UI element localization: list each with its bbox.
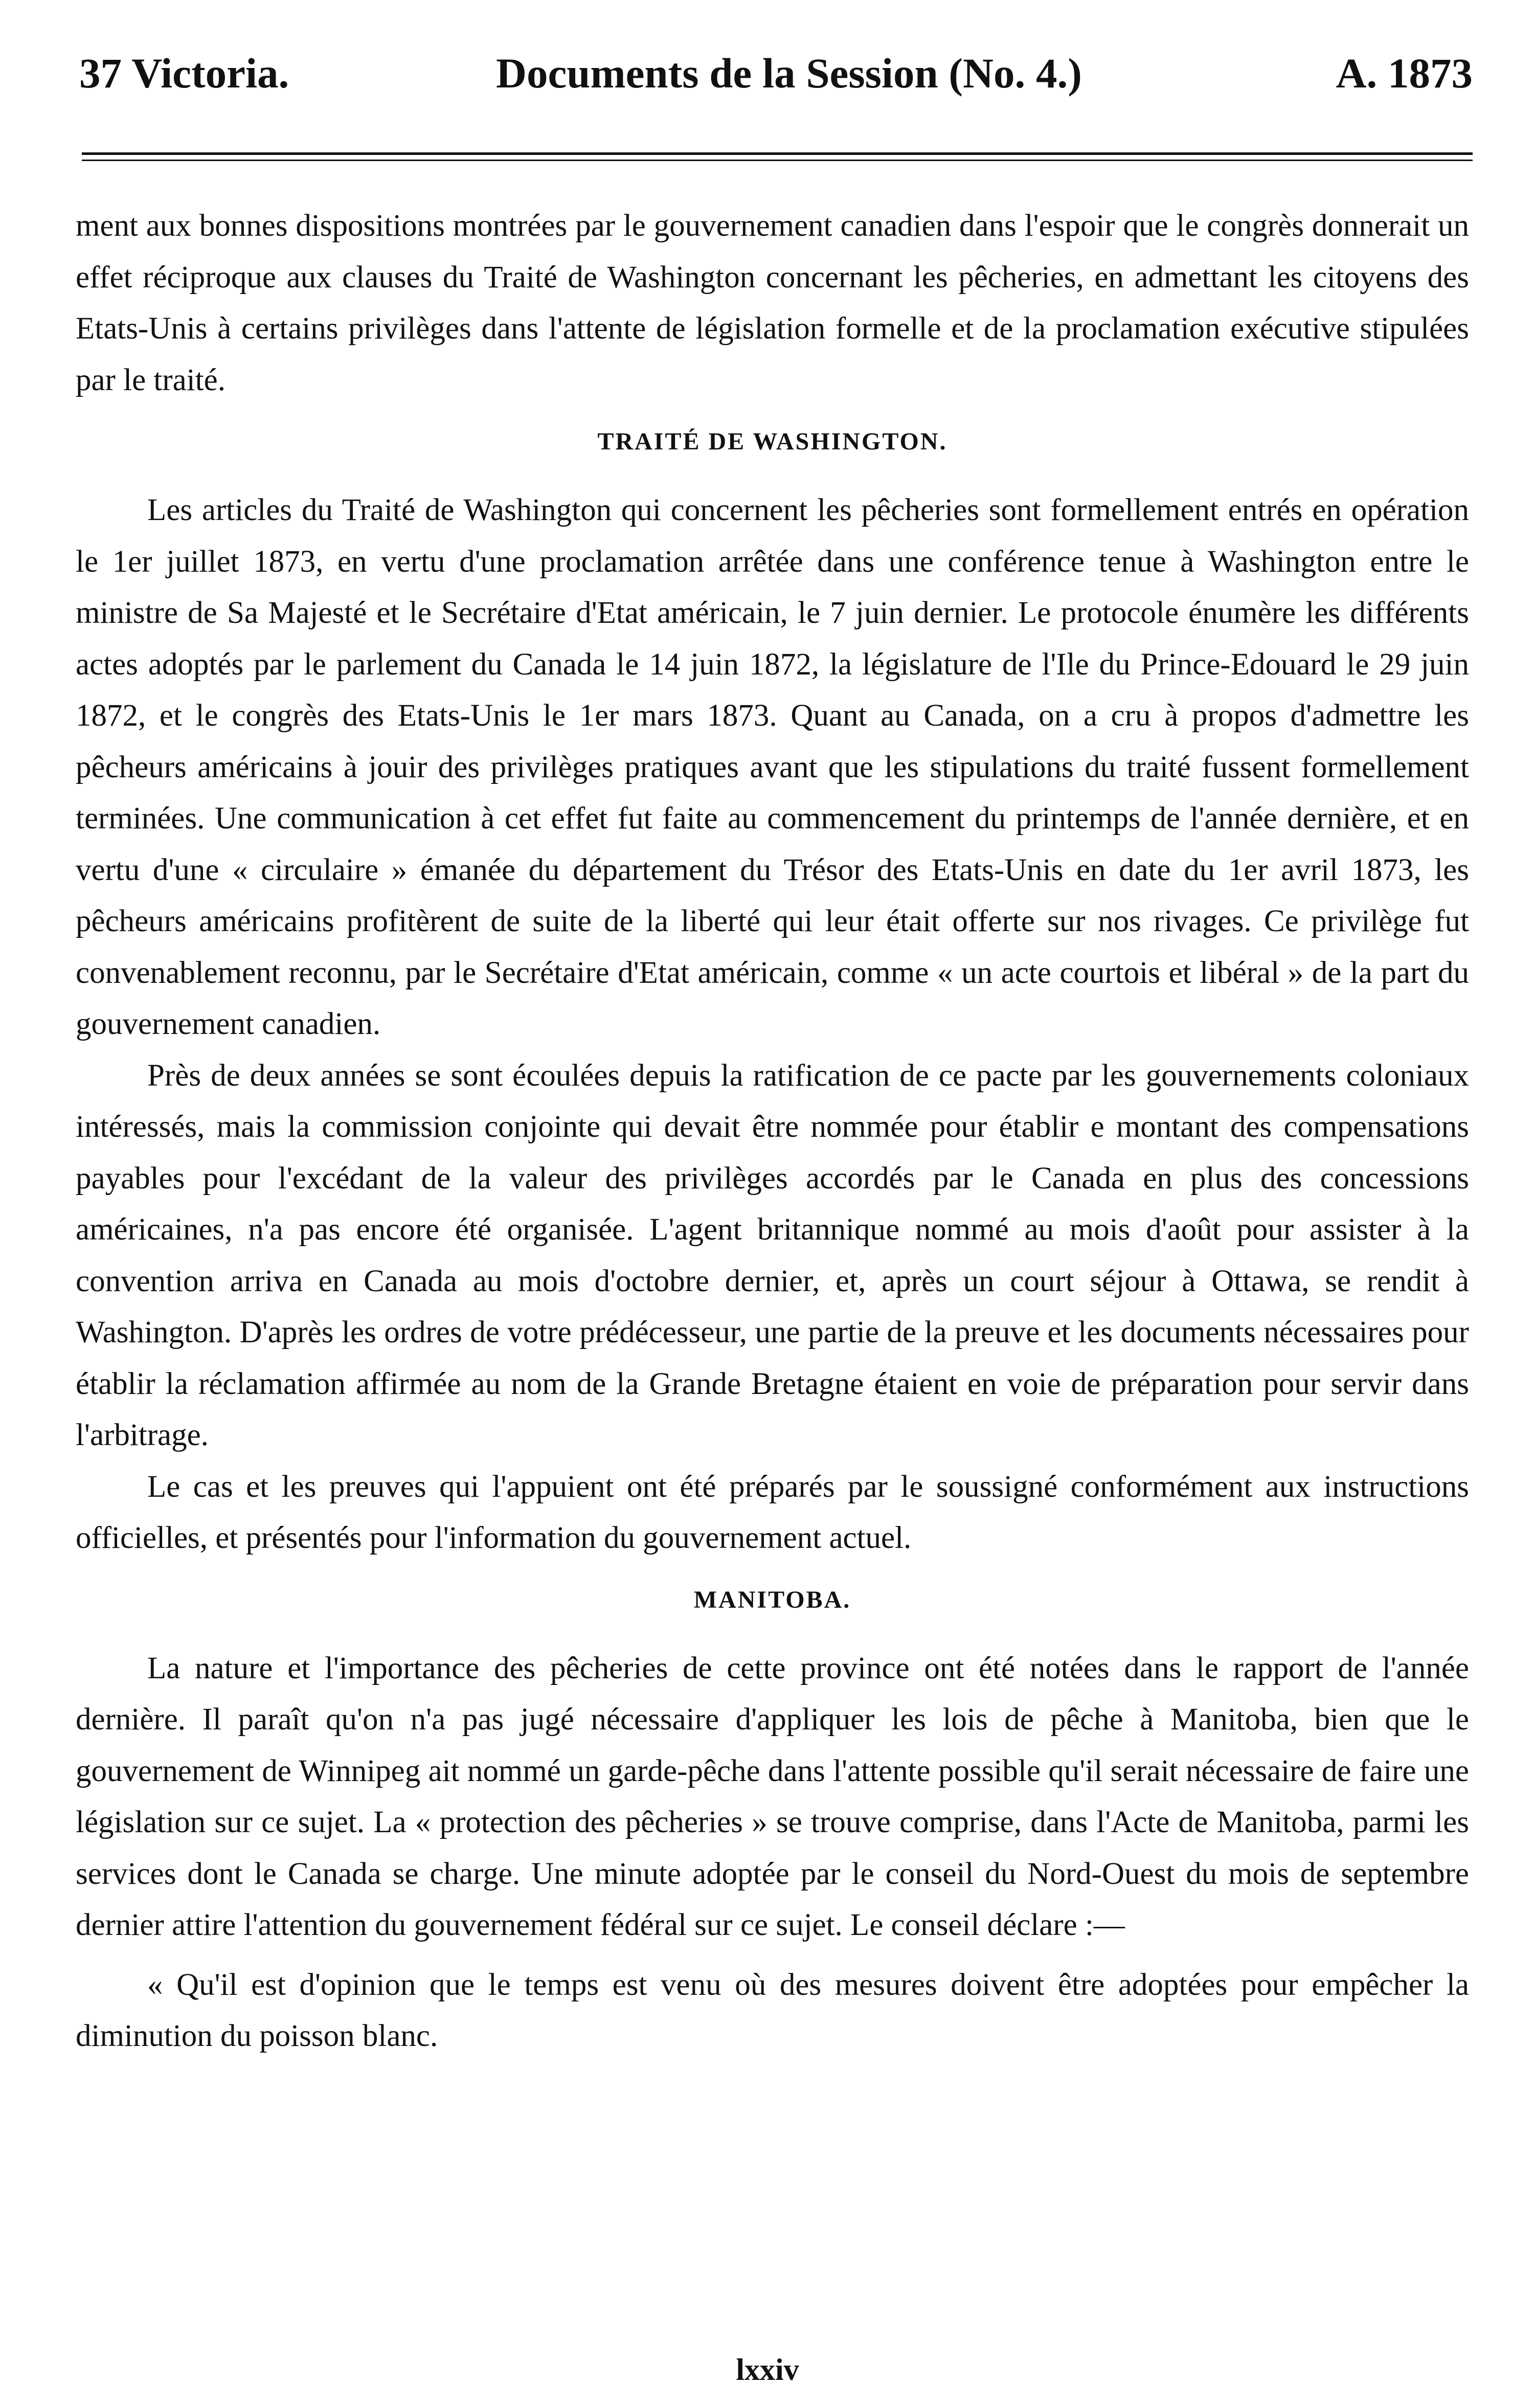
paragraph-continuation: ment aux bonnes dispositions montrées par le gouvernement canadien dans l'espoir que le congrès donnerait un effet réciproque aux clauses du Traité de Washington concernant les pêcheries, en admettant les citoyens des Etats-Unis à certains privilèges dans l'attente de législation formelle et de la proclamation exécutive stipulées par le traité.: [76, 209, 1469, 397]
paragraph-case-evidence: Le cas et les preuves qui l'appuient ont été préparés par le soussigné conformément aux instructions officielles, et présentés pour l'information du gouvernement actuel.: [76, 1469, 1469, 1555]
header-title: Documents de la Session (No. 4.): [496, 50, 1082, 97]
running-header: [72, 28, 1473, 105]
header-rule-thin: [82, 160, 1473, 161]
section-heading-manitoba: MANITOBA.: [693, 1586, 851, 1613]
paragraph-quotation: « Qu'il est d'opinion que le temps est venu où des mesures doivent être adoptées pour empêcher la diminution du poisson blanc.: [76, 1967, 1469, 2053]
header-rule-thick: [82, 152, 1473, 155]
body-text: [76, 200, 1469, 2062]
paragraph-manitoba: La nature et l'importance des pêcheries de cette province ont été notées dans le rapport de l'année dernière. Il paraît qu'on n'a pas jugé nécessaire d'appliquer les lois de pêche à Manitoba, bien que le gouvernement de Winnipeg ait nommé un garde-pêche dans l'attente possible qu'il serait nécessaire de faire une législation sur ce sujet. La « protection des pêcheries » se trouve comprise, dans l'Acte de Manitoba, parmi les services dont le Canada se charge. Une minute adoptée par le conseil du Nord-Ouest du mois de septembre dernier attire l'attention du gouvernement fédéral sur ce sujet. Le conseil déclare :—: [76, 1651, 1469, 1942]
header-year: A. 1873: [1336, 50, 1473, 97]
paragraph-treaty-articles: Les articles du Traité de Washington qui concernent les pêcheries sont formellement entrés en opération le 1er juillet 1873, en vertu d'une proclamation arrêtée dans une conférence tenue à Washington entre le ministre de Sa Majesté et le Secrétaire d'Etat américain, le 7 juin dernier. Le protocole énumère les différents actes adoptés par le parlement du Canada le 14 juin 1872, la législature de l'Ile du Prince-Edouard le 29 juin 1872, et le congrès des Etats-Unis le 1er mars 1873. Quant au Canada, on a cru à propos d'admettre les pêcheurs américains à jouir des privilèges pratiques avant que les stipulations du traité fussent formellement terminées. Une communication à cet effet fut faite au commencement du printemps de l'année dernière, et en vertu d'une « circulaire » émanée du département du Trésor des Etats-Unis en date du 1er avril 1873, les pêcheurs américains profitèrent de suite de la liberté qui leur était offerte sur nos rivages. Ce privilège fut convenablement reconnu, par le Secrétaire d'Etat américain, comme « un acte courtois et libéral » de la part du gouvernement canadien.: [76, 493, 1469, 1041]
page-number: lxxiv: [736, 2353, 799, 2387]
section-heading-washington: TRAITÉ DE WASHINGTON.: [597, 428, 947, 455]
header-volume: 37 Victoria.: [79, 50, 289, 97]
paragraph-commission: Près de deux années se sont écoulées depuis la ratification de ce pacte par les gouvernements coloniaux intéressés, mais la commission conjointe qui devait être nommée pour établir e montant des compensations payables pour l'excédant de la valeur des privilèges accordés par le Canada en plus des concessions américaines, n'a pas encore été organisée. L'agent britannique nommé au mois d'août pour assister à la convention arriva en Canada au mois d'octobre dernier, et, après un court séjour à Ottawa, se rendit à Washington. D'après les ordres de votre prédécesseur, une partie de la preuve et les documents nécessaires pour établir la réclamation affirmée au nom de la Grande Bretagne étaient en voie de préparation pour servir dans l'arbitrage.: [76, 1058, 1469, 1452]
